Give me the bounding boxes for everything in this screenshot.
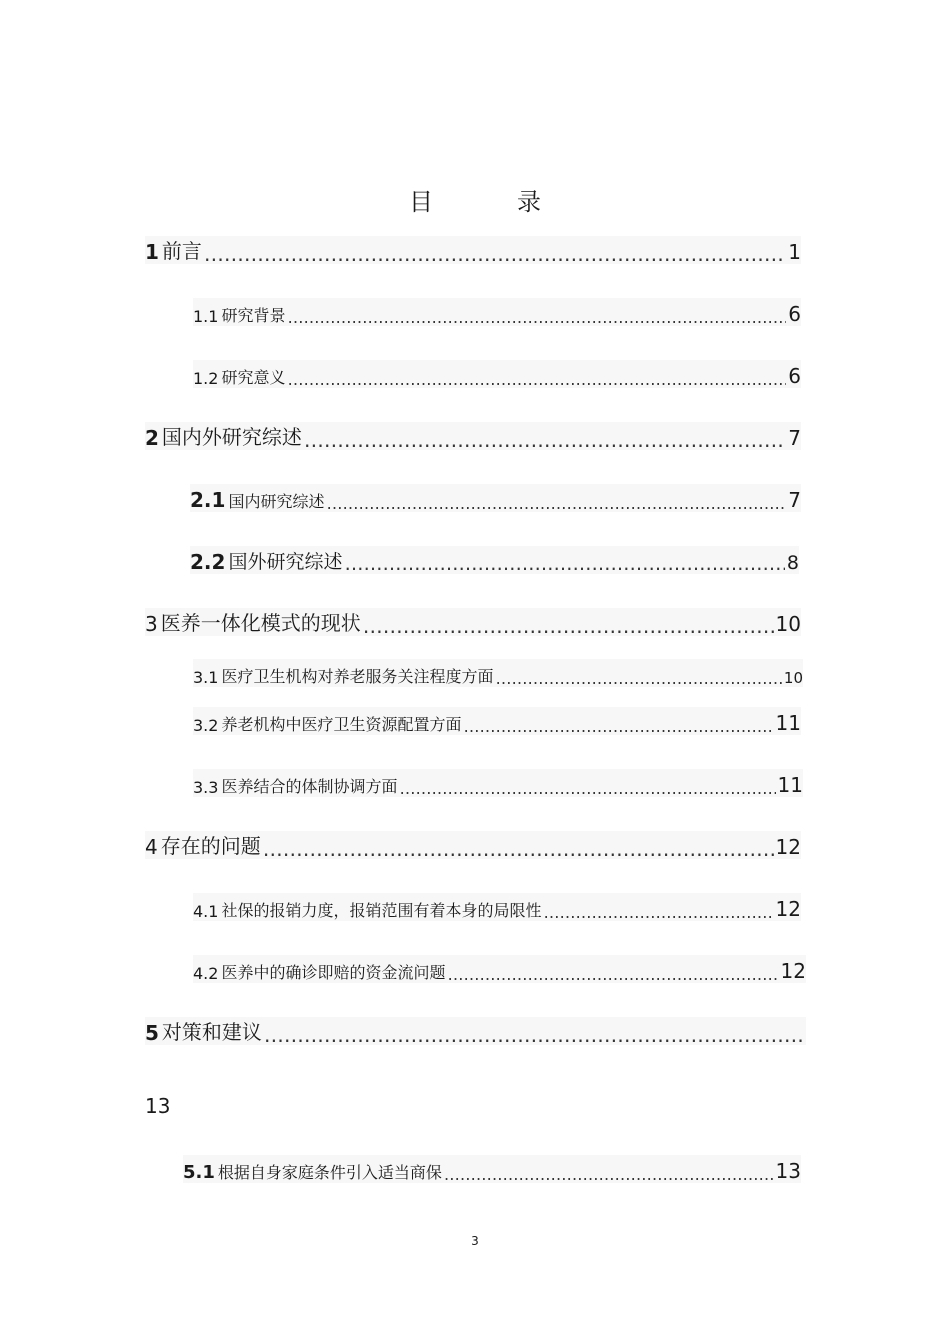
toc-entry-page: 7 bbox=[788, 426, 801, 450]
toc-entry-number: 1 bbox=[145, 240, 159, 264]
toc-entry[interactable] bbox=[145, 422, 801, 450]
toc-entry-text: 社保的报销力度，报销范围有着本身的局限性 bbox=[221, 901, 542, 920]
toc-entry-page: 8 bbox=[786, 552, 799, 574]
toc-leader-dots bbox=[287, 310, 786, 326]
toc-entry-page: 6 bbox=[788, 364, 801, 388]
toc-entry-number: 4.2 bbox=[193, 964, 219, 983]
toc-entry[interactable] bbox=[193, 298, 801, 326]
toc-entry[interactable] bbox=[145, 1017, 806, 1045]
toc-entry-page: 12 bbox=[775, 897, 801, 921]
toc-entry[interactable] bbox=[193, 769, 803, 797]
toc-entry[interactable] bbox=[193, 955, 806, 983]
page-number: 3 bbox=[471, 1234, 479, 1248]
toc-entry[interactable] bbox=[145, 831, 801, 859]
toc-entry-text: 国内外研究综述 bbox=[161, 425, 302, 449]
toc-leader-dots bbox=[204, 244, 786, 264]
toc-entry-number: 3.1 bbox=[193, 668, 219, 687]
toc-entry-page: 12 bbox=[775, 835, 801, 859]
toc-entry-text: 医养中的确诊即赔的资金流问题 bbox=[221, 963, 446, 982]
toc-entry-text: 存在的问题 bbox=[160, 834, 261, 858]
toc-entry-page: 13 bbox=[775, 1159, 801, 1183]
toc-entry[interactable] bbox=[193, 659, 803, 687]
toc-entry-text: 医养结合的体制协调方面 bbox=[221, 777, 398, 796]
toc-entry-text: 国外研究综述 bbox=[228, 551, 343, 573]
toc-entry-text: 国内研究综述 bbox=[228, 492, 325, 511]
toc-entry-number: 2.2 bbox=[190, 550, 226, 574]
toc-leader-dots bbox=[495, 671, 781, 687]
toc-entry[interactable] bbox=[190, 546, 799, 574]
toc-leader-dots bbox=[304, 430, 786, 450]
toc-entry-number: 4.1 bbox=[193, 902, 219, 921]
toc-entry[interactable] bbox=[145, 608, 801, 636]
toc-leader-dots bbox=[264, 1025, 804, 1045]
toc-entry-text: 养老机构中医疗卫生资源配置方面 bbox=[221, 715, 462, 734]
toc-leader-dots bbox=[447, 967, 778, 983]
toc-entry-page: 6 bbox=[788, 302, 801, 326]
toc-entry-text: 医养一体化模式的现状 bbox=[160, 611, 361, 635]
toc-leader-dots bbox=[463, 719, 773, 735]
toc-entry[interactable] bbox=[193, 707, 801, 735]
toc-entry[interactable] bbox=[183, 1155, 801, 1183]
toc-entry-number: 5 bbox=[145, 1021, 159, 1045]
toc-entry-page: 11 bbox=[775, 711, 801, 735]
toc-entry[interactable] bbox=[190, 484, 801, 512]
toc-entry-number: 2 bbox=[145, 426, 159, 450]
toc-entry[interactable] bbox=[193, 893, 801, 921]
toc-leader-dots bbox=[543, 905, 773, 921]
toc-entry-text: 研究意义 bbox=[221, 368, 286, 387]
toc-entry-number: 3.2 bbox=[193, 716, 219, 735]
toc-entry-page: 13 bbox=[145, 1094, 171, 1118]
toc-entry-page: 7 bbox=[788, 488, 801, 512]
toc-leader-dots bbox=[399, 781, 775, 797]
toc-leader-dots bbox=[326, 496, 786, 512]
toc-leader-dots bbox=[363, 616, 774, 636]
toc-entry-text: 医疗卫生机构对养老服务关注程度方面 bbox=[221, 667, 494, 686]
toc-leader-dots bbox=[263, 839, 774, 859]
toc-entry-page: 10 bbox=[783, 669, 803, 687]
toc-entry-text: 研究背景 bbox=[221, 306, 286, 325]
toc-leader-dots bbox=[344, 555, 784, 574]
toc-entry-page: 11 bbox=[777, 773, 803, 797]
toc-entry-number: 5.1 bbox=[183, 1162, 215, 1183]
toc-entry-number: 3 bbox=[145, 612, 158, 636]
toc-leader-dots bbox=[444, 1167, 774, 1183]
toc-entry-number: 4 bbox=[145, 835, 158, 859]
toc-entry-number: 2.1 bbox=[190, 488, 226, 512]
toc-entry-number: 1.2 bbox=[193, 369, 219, 388]
toc-entry-number: 1.1 bbox=[193, 307, 219, 326]
toc-title: 目 录 bbox=[409, 188, 571, 216]
toc-entry-page: 10 bbox=[775, 612, 801, 636]
toc-entry-number: 3.3 bbox=[193, 778, 219, 797]
toc-leader-dots bbox=[287, 372, 786, 388]
toc-entry[interactable] bbox=[145, 236, 801, 264]
toc-entry-text: 对策和建议 bbox=[161, 1020, 262, 1044]
toc-entry-text: 前言 bbox=[161, 239, 202, 263]
toc-entry-text: 根据自身家庭条件引入适当商保 bbox=[217, 1163, 442, 1182]
toc-entry-page: 12 bbox=[780, 959, 806, 983]
toc-entry-page: 1 bbox=[788, 240, 801, 264]
toc-entry[interactable] bbox=[193, 360, 801, 388]
